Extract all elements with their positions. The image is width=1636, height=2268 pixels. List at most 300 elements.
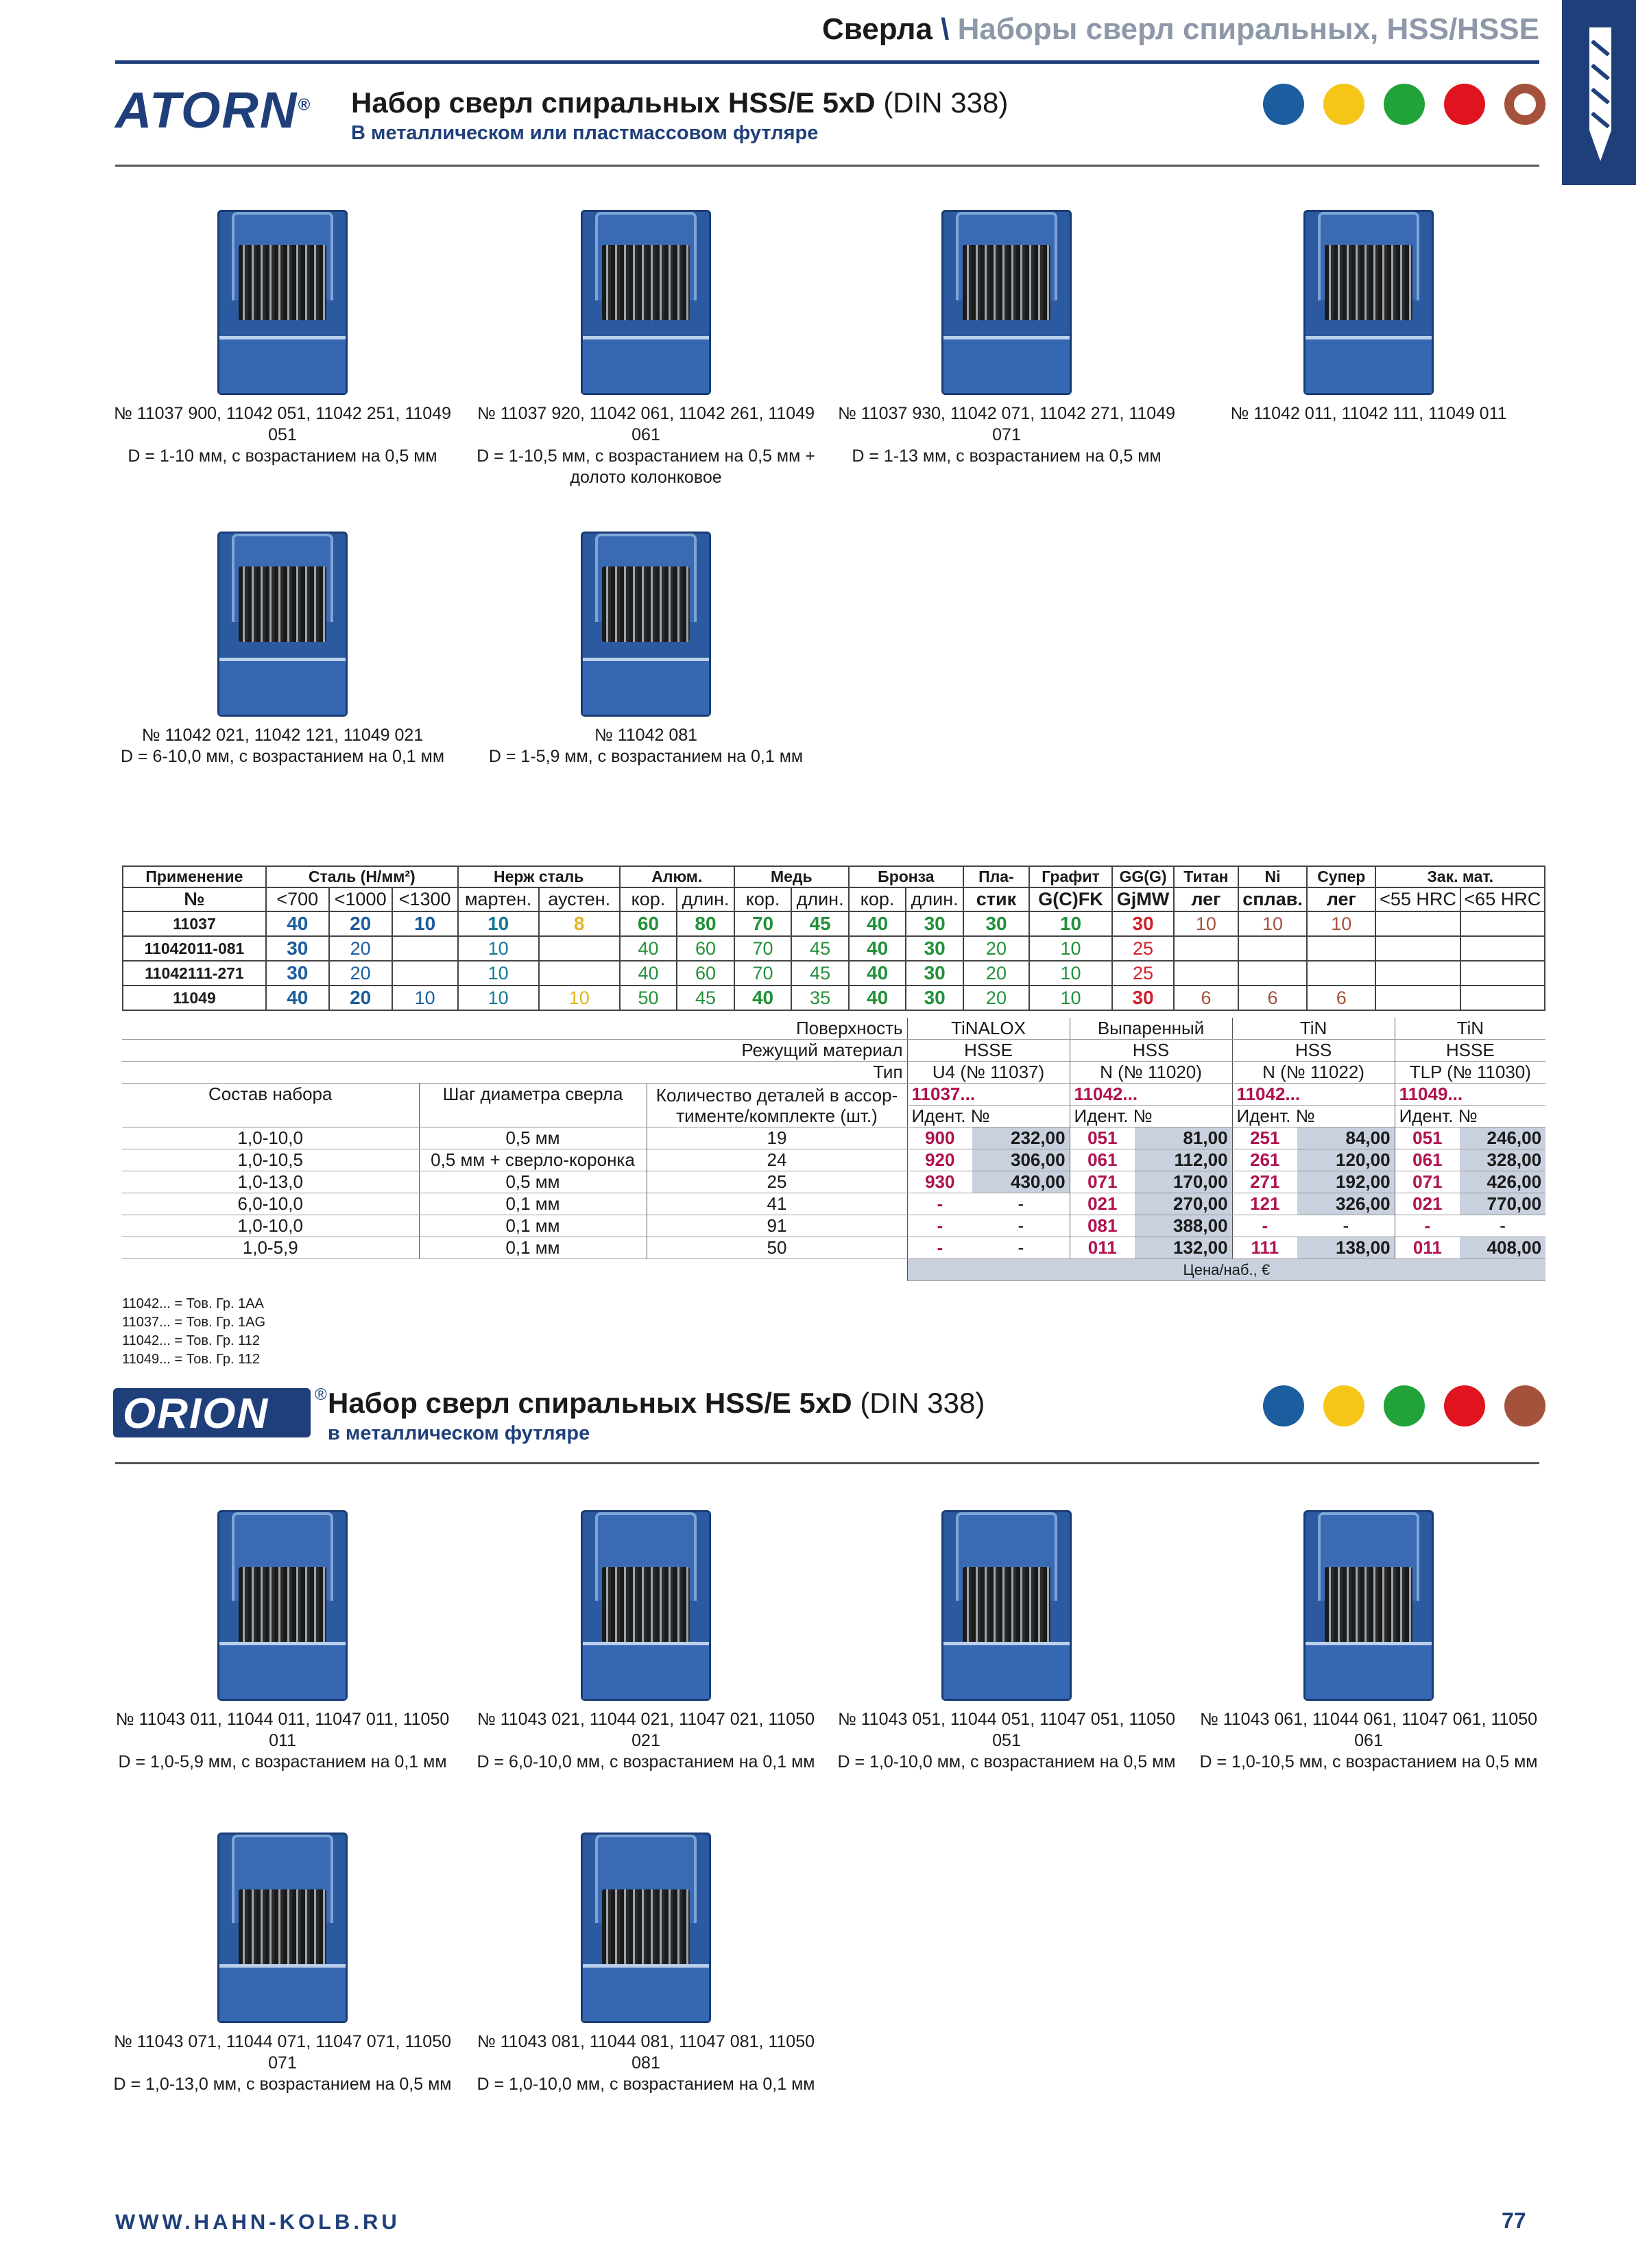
app-cell [1174, 961, 1238, 986]
product-group-line: 11042... = Тов. Гр. 112 [122, 1333, 260, 1348]
app-h-cast: GG(G) [1112, 866, 1174, 887]
ident: 071 [1070, 1171, 1135, 1193]
app-h2-cell: № [123, 887, 266, 911]
app-cell: 20 [329, 911, 392, 936]
header-subcategory: Наборы сверл спиральных, HSS/HSSE [957, 12, 1539, 46]
app-cell [1460, 961, 1545, 986]
set-range: 1,0-5,9 [122, 1237, 419, 1259]
orion-product-2 [474, 1510, 817, 1773]
app-h-stainless: Нерж сталь [458, 866, 620, 887]
step: 0,5 мм [419, 1171, 647, 1193]
app-h2-cell: G(C)FK [1029, 887, 1112, 911]
price: - [972, 1237, 1070, 1259]
ident-label: Идент. № [1070, 1106, 1232, 1127]
app-cell: 25 [1112, 936, 1174, 961]
material-ring-brown [1504, 84, 1545, 125]
col-count: Количество деталей в ассор-тименте/комплекте (шт.) [647, 1084, 907, 1127]
product-numbers: № 11042 021, 11042 121, 11049 021 [141, 726, 424, 745]
app-cell: 45 [791, 936, 849, 961]
app-cell: 20 [329, 986, 392, 1010]
count: 25 [647, 1171, 907, 1193]
count: 24 [647, 1149, 907, 1171]
orion-title: Набор сверл спиральных HSS/E 5xD (DIN 338) [328, 1387, 985, 1419]
app-cell: 30 [906, 936, 963, 961]
atorn-product-1 [111, 210, 454, 467]
app-cell: 6 [1307, 986, 1375, 1010]
drill-set-image [581, 1833, 711, 2023]
app-h-hardened: Зак. мат. [1375, 866, 1545, 887]
product-numbers: № 11037 920, 11042 061, 11042 261, 11049 061 [477, 404, 815, 444]
atorn-product-2 [474, 210, 817, 488]
ident: 071 [1395, 1171, 1460, 1193]
app-cell: 10 [539, 986, 620, 1010]
material-dot-green [1384, 84, 1425, 125]
app-h2-cell: длин. [677, 887, 734, 911]
price: 326,00 [1297, 1193, 1395, 1215]
type-value: TLP (№ 11030) [1395, 1062, 1545, 1084]
app-h2-cell: длин. [906, 887, 963, 911]
app-cell: 10 [392, 986, 458, 1010]
header-category: Сверла [822, 12, 933, 46]
price-surface-row [122, 1018, 1545, 1040]
ident-prefix: 11037... [907, 1084, 1070, 1106]
app-h2-cell: мартен. [458, 887, 539, 911]
product-desc: D = 1-10,5 мм, с возрастанием на 0,5 мм + долото колонковое [477, 446, 815, 487]
app-cell: 40 [734, 986, 792, 1010]
app-h2-cell: лег [1307, 887, 1375, 911]
ident: 261 [1232, 1149, 1297, 1171]
app-cell [1375, 961, 1460, 986]
app-cell: 11042111-271 [123, 961, 266, 986]
material-dot-red [1444, 84, 1485, 125]
product-numbers: № 11043 051, 11044 051, 11047 051, 11050 051 [837, 1710, 1176, 1750]
col-step: Шаг диаметра сверла [419, 1084, 647, 1127]
app-cell: 80 [677, 911, 734, 936]
app-cell: 45 [791, 961, 849, 986]
material-value: HSSE [1395, 1040, 1545, 1062]
price: 232,00 [972, 1127, 1070, 1149]
app-cell: 11042011-081 [123, 936, 266, 961]
drill-tab-icon [1562, 0, 1636, 185]
app-h2-cell: <700 [266, 887, 329, 911]
drill-set-image [941, 210, 1072, 395]
drill-set-image [941, 1510, 1072, 1701]
price-table [122, 1018, 1545, 1281]
app-cell: 10 [1029, 911, 1112, 936]
app-cell: 11049 [123, 986, 266, 1010]
app-cell: 11037 [123, 911, 266, 936]
app-cell: 10 [1174, 911, 1238, 936]
ident: 930 [907, 1171, 972, 1193]
atorn-product-6 [474, 532, 817, 767]
app-cell [392, 961, 458, 986]
app-cell: 20 [329, 936, 392, 961]
price-row [122, 1215, 1545, 1237]
app-cell: 8 [539, 911, 620, 936]
ident: - [907, 1193, 972, 1215]
app-cell: 40 [849, 936, 906, 961]
orion-product-1 [111, 1510, 454, 1773]
price-row [122, 1127, 1545, 1149]
app-row-11049 [123, 986, 1545, 1010]
price: 170,00 [1135, 1171, 1232, 1193]
product-desc: D = 1,0-13,0 мм, с возрастанием на 0,5 мм [113, 2075, 452, 2094]
price: 770,00 [1460, 1193, 1545, 1215]
ident-label: Идент. № [907, 1106, 1070, 1127]
header-separator: \ [941, 12, 950, 46]
app-cell: 30 [906, 961, 963, 986]
app-h2-cell: сплав. [1238, 887, 1307, 911]
app-cell [1460, 986, 1545, 1010]
app-cell: 10 [1029, 961, 1112, 986]
product-group-line: 11037... = Тов. Гр. 1AG [122, 1315, 266, 1330]
app-h-plastic: Пла- [963, 866, 1029, 887]
material-dot-blue [1263, 84, 1304, 125]
app-h2-cell: <1300 [392, 887, 458, 911]
ident-label: Идент. № [1232, 1106, 1395, 1127]
app-cell: 20 [963, 961, 1029, 986]
app-cell: 40 [620, 961, 677, 986]
app-cell [1174, 936, 1238, 961]
drill-set-image [217, 532, 348, 717]
app-cell: 70 [734, 961, 792, 986]
app-header-row-1 [123, 866, 1545, 887]
app-cell: 35 [791, 986, 849, 1010]
app-cell [1238, 936, 1307, 961]
price: - [1460, 1215, 1545, 1237]
atorn-subtitle: В металлическом или пластмассовом футляре [351, 122, 819, 144]
price: 270,00 [1135, 1193, 1232, 1215]
app-cell: 60 [677, 936, 734, 961]
ident: 021 [1395, 1193, 1460, 1215]
drill-set-image [1303, 1510, 1434, 1701]
app-h-aluminium: Алюм. [620, 866, 734, 887]
orion-subtitle: в металлическом футляре [328, 1422, 590, 1444]
app-cell: 10 [1029, 936, 1112, 961]
app-cell: 40 [266, 986, 329, 1010]
count: 41 [647, 1193, 907, 1215]
ident: - [907, 1215, 972, 1237]
app-h2-cell: длин. [791, 887, 849, 911]
app-h2-cell: кор. [734, 887, 792, 911]
product-desc: D = 1,0-10,0 мм, с возрастанием на 0,1 мм [477, 2075, 815, 2094]
ident-prefix: 11042... [1070, 1084, 1232, 1106]
app-h-titan: Титан [1174, 866, 1238, 887]
app-cell: 40 [620, 936, 677, 961]
type-label: Тип [122, 1062, 907, 1084]
ident: 061 [1395, 1149, 1460, 1171]
price: 138,00 [1297, 1237, 1395, 1259]
price: 426,00 [1460, 1171, 1545, 1193]
orion-product-4 [1197, 1510, 1540, 1773]
app-h-graphite: Графит [1029, 866, 1112, 887]
app-h2-cell: GjMW [1112, 887, 1174, 911]
price-material-row [122, 1040, 1545, 1062]
material-dot-brown [1504, 1385, 1545, 1427]
product-desc: D = 1,0-10,0 мм, с возрастанием на 0,5 мм [837, 1752, 1176, 1771]
orion-rule [115, 1462, 1539, 1464]
price: 84,00 [1297, 1127, 1395, 1149]
atorn-product-4 [1197, 210, 1540, 425]
app-cell: 10 [458, 986, 539, 1010]
app-h2-cell: лег [1174, 887, 1238, 911]
surface-value: TiN [1395, 1018, 1545, 1040]
cutting-material-label: Режущий материал [122, 1040, 907, 1062]
drill-set-image [581, 210, 711, 395]
application-table [122, 866, 1545, 1011]
app-cell: 6 [1238, 986, 1307, 1010]
surface-label: Поверхность [122, 1018, 907, 1040]
atorn-material-dots [1263, 84, 1545, 125]
app-cell [539, 936, 620, 961]
app-cell: 30 [1112, 986, 1174, 1010]
app-h-bronze: Бронза [849, 866, 963, 887]
app-cell [1375, 936, 1460, 961]
app-cell [1375, 986, 1460, 1010]
product-numbers: № 11042 011, 11042 111, 11049 011 [1230, 404, 1507, 423]
app-cell: 10 [458, 911, 539, 936]
product-numbers: № 11043 021, 11044 021, 11047 021, 11050 021 [477, 1710, 815, 1750]
atorn-rule [115, 165, 1539, 167]
product-numbers: № 11043 081, 11044 081, 11047 081, 11050 081 [477, 2032, 815, 2073]
app-header-row-2 [123, 887, 1545, 911]
price: - [972, 1193, 1070, 1215]
app-h-copper: Медь [734, 866, 849, 887]
price: 132,00 [1135, 1237, 1232, 1259]
app-cell: 10 [1307, 911, 1375, 936]
drill-set-image [581, 532, 711, 717]
ident: 271 [1232, 1171, 1297, 1193]
app-cell: 60 [620, 911, 677, 936]
price: 246,00 [1460, 1127, 1545, 1149]
app-cell: 40 [849, 986, 906, 1010]
product-numbers: № 11042 081 [594, 726, 698, 745]
app-h2-cell: кор. [620, 887, 677, 911]
app-cell [1238, 961, 1307, 986]
atorn-title: Набор сверл спиральных HSS/E 5xD (DIN 338) [351, 86, 1009, 119]
ident: 251 [1232, 1127, 1297, 1149]
type-value: U4 (№ 11037) [907, 1062, 1070, 1084]
material-value: HSS [1070, 1040, 1232, 1062]
material-value: HSS [1232, 1040, 1395, 1062]
app-cell: 40 [849, 961, 906, 986]
price-row [122, 1171, 1545, 1193]
app-cell: 30 [266, 936, 329, 961]
material-dot-yellow [1323, 84, 1364, 125]
app-h2-cell: аустен. [539, 887, 620, 911]
atorn-product-5 [111, 532, 454, 767]
ident-prefix: 11049... [1395, 1084, 1545, 1106]
material-dot-red [1444, 1385, 1485, 1427]
app-cell [539, 961, 620, 986]
app-cell [1307, 961, 1375, 986]
ident-prefix: 11042... [1232, 1084, 1395, 1106]
product-group-line: 11049... = Тов. Гр. 112 [122, 1352, 260, 1367]
product-desc: D = 1,0-10,5 мм, с возрастанием на 0,5 мм [1199, 1752, 1538, 1771]
app-cell: 10 [458, 961, 539, 986]
price: 430,00 [972, 1171, 1070, 1193]
drill-set-image [581, 1510, 711, 1701]
app-cell: 10 [392, 911, 458, 936]
product-desc: D = 6,0-10,0 мм, с возрастанием на 0,1 мм [477, 1752, 815, 1771]
app-h2-cell: кор. [849, 887, 906, 911]
app-cell [1375, 911, 1460, 936]
product-numbers: № 11037 930, 11042 071, 11042 271, 11049 071 [837, 404, 1176, 444]
app-cell: 30 [266, 961, 329, 986]
drill-set-image [217, 1833, 348, 2023]
count: 91 [647, 1215, 907, 1237]
app-h2-cell: <55 HRC [1375, 887, 1460, 911]
price: 192,00 [1297, 1171, 1395, 1193]
price-footnote-row [122, 1259, 1545, 1281]
ident: 011 [1395, 1237, 1460, 1259]
product-groups [122, 1295, 265, 1369]
price: 306,00 [972, 1149, 1070, 1171]
ident: 081 [1070, 1215, 1135, 1237]
app-cell [1460, 911, 1545, 936]
surface-value: TiNALOX [907, 1018, 1070, 1040]
app-cell: 40 [266, 911, 329, 936]
app-cell: 20 [329, 961, 392, 986]
surface-value: TiN [1232, 1018, 1395, 1040]
set-range: 1,0-13,0 [122, 1171, 419, 1193]
price: - [972, 1215, 1070, 1237]
price: 120,00 [1297, 1149, 1395, 1171]
step: 0,5 мм + сверло-коронка [419, 1149, 647, 1171]
product-numbers: № 11043 011, 11044 011, 11047 011, 11050 011 [115, 1710, 450, 1750]
price-header-row [122, 1084, 1545, 1106]
drill-set-image [1303, 210, 1434, 395]
type-value: N (№ 11022) [1232, 1062, 1395, 1084]
app-cell [1307, 936, 1375, 961]
product-group-line: 11042... = Тов. Гр. 1AA [122, 1296, 264, 1311]
product-desc: D = 1-10 мм, с возрастанием на 0,5 мм [128, 446, 437, 466]
material-dot-yellow [1323, 1385, 1364, 1427]
app-h2-cell: <65 HRC [1460, 887, 1545, 911]
product-desc: D = 1-13 мм, с возрастанием на 0,5 мм [852, 446, 1162, 466]
price: 328,00 [1460, 1149, 1545, 1171]
type-value: N (№ 11020) [1070, 1062, 1232, 1084]
app-cell: 30 [906, 986, 963, 1010]
app-cell: 30 [963, 911, 1029, 936]
page-number: 77 [1502, 2208, 1526, 2233]
app-cell: 10 [458, 936, 539, 961]
app-h-steel: Сталь (Н/мм²) [266, 866, 458, 887]
footer-url-link[interactable]: WWW.HAHN-KOLB.RU [115, 2210, 400, 2234]
drill-set-image [217, 210, 348, 395]
price-row [122, 1193, 1545, 1215]
price: 81,00 [1135, 1127, 1232, 1149]
app-h-ni: Ni [1238, 866, 1307, 887]
price-type-row [122, 1062, 1545, 1084]
ident: 011 [1070, 1237, 1135, 1259]
ident: 900 [907, 1127, 972, 1149]
app-h-super: Супер [1307, 866, 1375, 887]
app-cell: 20 [963, 936, 1029, 961]
ident: 021 [1070, 1193, 1135, 1215]
app-cell [1460, 936, 1545, 961]
price: 408,00 [1460, 1237, 1545, 1259]
app-cell: 25 [1112, 961, 1174, 986]
orion-logo: ORION ® [113, 1388, 311, 1437]
ident: 920 [907, 1149, 972, 1171]
material-value: HSSE [907, 1040, 1070, 1062]
app-cell: 10 [1029, 986, 1112, 1010]
app-row-11042111-271 [123, 961, 1545, 986]
col-set: Состав набора [122, 1084, 419, 1127]
orion-product-6 [474, 1833, 817, 2095]
app-cell: 60 [677, 961, 734, 986]
set-range: 1,0-10,5 [122, 1149, 419, 1171]
surface-value: Выпаренный [1070, 1018, 1232, 1040]
app-h-application: Применение [123, 866, 266, 887]
ident: 061 [1070, 1149, 1135, 1171]
count: 19 [647, 1127, 907, 1149]
step: 0,1 мм [419, 1193, 647, 1215]
product-desc: D = 1-5,9 мм, с возрастанием на 0,1 мм [488, 747, 804, 766]
app-cell: 10 [1238, 911, 1307, 936]
product-numbers: № 11043 061, 11044 061, 11047 061, 11050 061 [1199, 1710, 1538, 1750]
app-h2-cell: стик [963, 887, 1029, 911]
app-cell: 50 [620, 986, 677, 1010]
ident: 111 [1232, 1237, 1297, 1259]
ident: - [1232, 1215, 1297, 1237]
atorn-logo: ATORN® [115, 82, 311, 139]
material-dot-blue [1263, 1385, 1304, 1427]
ident: - [1395, 1215, 1460, 1237]
step: 0,5 мм [419, 1127, 647, 1149]
app-cell: 70 [734, 911, 792, 936]
app-h2-cell: <1000 [329, 887, 392, 911]
ident: 051 [1395, 1127, 1460, 1149]
drill-set-image [217, 1510, 348, 1701]
page-header [0, 12, 1539, 47]
app-row-11042011-081 [123, 936, 1545, 961]
product-desc: D = 6-10,0 мм, с возрастанием на 0,1 мм [120, 747, 445, 766]
ident: 121 [1232, 1193, 1297, 1215]
app-cell: 30 [906, 911, 963, 936]
app-cell: 30 [1112, 911, 1174, 936]
app-cell: 70 [734, 936, 792, 961]
header-rule [115, 60, 1539, 64]
step: 0,1 мм [419, 1237, 647, 1259]
step: 0,1 мм [419, 1215, 647, 1237]
set-range: 6,0-10,0 [122, 1193, 419, 1215]
material-dot-green [1384, 1385, 1425, 1427]
app-cell [392, 936, 458, 961]
product-desc: D = 1,0-5,9 мм, с возрастанием на 0,1 мм [118, 1752, 447, 1771]
ident: 051 [1070, 1127, 1135, 1149]
atorn-product-3 [835, 210, 1178, 467]
product-numbers: № 11043 071, 11044 071, 11047 071, 11050 071 [113, 2032, 452, 2073]
app-cell: 40 [849, 911, 906, 936]
ident: - [907, 1237, 972, 1259]
orion-product-5 [111, 1833, 454, 2095]
app-cell: 45 [791, 911, 849, 936]
price-row [122, 1149, 1545, 1171]
ident-label: Идент. № [1395, 1106, 1545, 1127]
price: 112,00 [1135, 1149, 1232, 1171]
set-range: 1,0-10,0 [122, 1215, 419, 1237]
price-row [122, 1237, 1545, 1259]
price: 388,00 [1135, 1215, 1232, 1237]
set-range: 1,0-10,0 [122, 1127, 419, 1149]
orion-product-3 [835, 1510, 1178, 1773]
app-cell: 20 [963, 986, 1029, 1010]
price: - [1297, 1215, 1395, 1237]
app-cell: 6 [1174, 986, 1238, 1010]
count: 50 [647, 1237, 907, 1259]
